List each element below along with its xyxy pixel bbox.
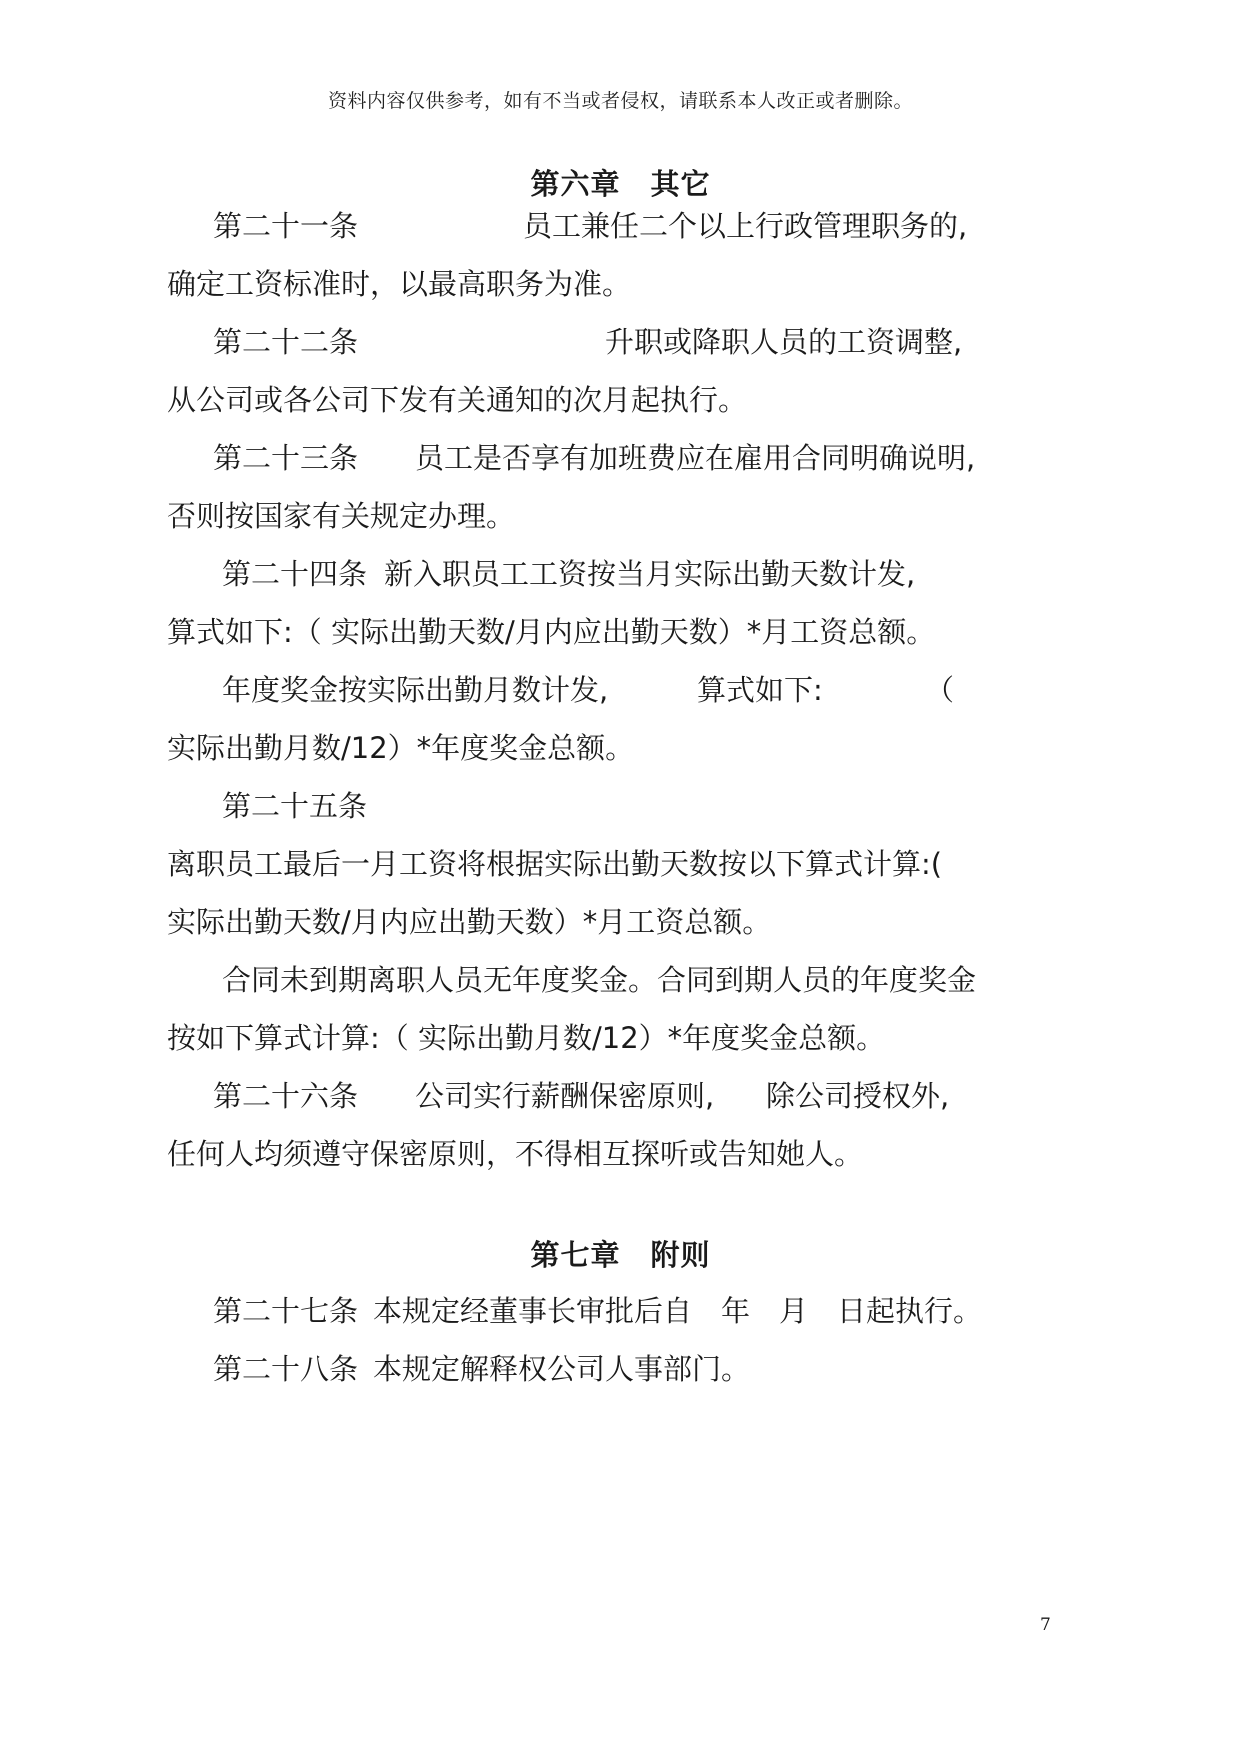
article-24-bonus-text: 年度奖金按实际出勤月数计发, [222,673,609,707]
article-24-text-line2: 算式如下:（ 实际出勤天数/月内应出勤天数）*月工资总额。 [167,615,936,649]
chapter-6-title: 第六章 其它 [530,167,711,201]
article-22-label: 第二十二条 [213,325,359,359]
article-22-text-line1: 升职或降职人员的工资调整, [605,325,963,359]
page-header-disclaimer: 资料内容仅供参考，如有不当或者侵权，请联系本人改正或者删除。 [327,90,913,112]
article-21-label: 第二十一条 [213,209,359,243]
article-28-label: 第二十八条 [213,1352,359,1386]
article-27-label: 第二十七条 [213,1294,359,1328]
article-27-text: 本规定经董事长审批后自 年 月 日起执行。 [373,1294,983,1328]
article-26-label: 第二十六条 [213,1079,359,1113]
article-21-text-line2: 确定工资标准时，以最高职务为准。 [167,267,632,301]
article-26-text-part1: 公司实行薪酬保密原则, [415,1079,715,1113]
article-25-text-line2: 实际出勤天数/月内应出勤天数）*月工资总额。 [167,905,772,939]
article-24-text-line1: 新入职员工工资按当月实际出勤天数计发, [384,557,916,591]
article-21-text-line1: 员工兼任二个以上行政管理职务的, [523,209,968,243]
article-23-text-line2: 否则按国家有关规定办理。 [167,499,516,533]
article-23-label: 第二十三条 [213,441,359,475]
article-25-label: 第二十五条 [222,789,368,823]
article-24-bonus-paren: （ [925,673,955,707]
page-number: 7 [1040,1615,1051,1635]
article-26-text-line2: 任何人均须遵守保密原则，不得相互探听或告知她人。 [167,1137,864,1171]
article-26-text-part2: 除公司授权外, [766,1079,950,1113]
article-28-text: 本规定解释权公司人事部门。 [373,1352,751,1386]
article-23-text-line1: 员工是否享有加班费应在雇用合同明确说明, [415,441,976,475]
article-24-label: 第二十四条 [222,557,368,591]
article-25-text-line1: 离职员工最后一月工资将根据实际出勤天数按以下算式计算:( [167,847,943,881]
chapter-7-title: 第七章 附则 [530,1238,711,1272]
article-22-text-line2: 从公司或各公司下发有关通知的次月起执行。 [167,383,748,417]
article-24-bonus-formula-label: 算式如下: [697,673,823,707]
article-24-text-line4: 实际出勤月数/12）*年度奖金总额。 [167,731,635,765]
article-25-text-line4: 按如下算式计算:（ 实际出勤月数/12）*年度奖金总额。 [167,1021,886,1055]
article-25-text-line3: 合同未到期离职人员无年度奖金。合同到期人员的年度奖金 [222,963,977,997]
